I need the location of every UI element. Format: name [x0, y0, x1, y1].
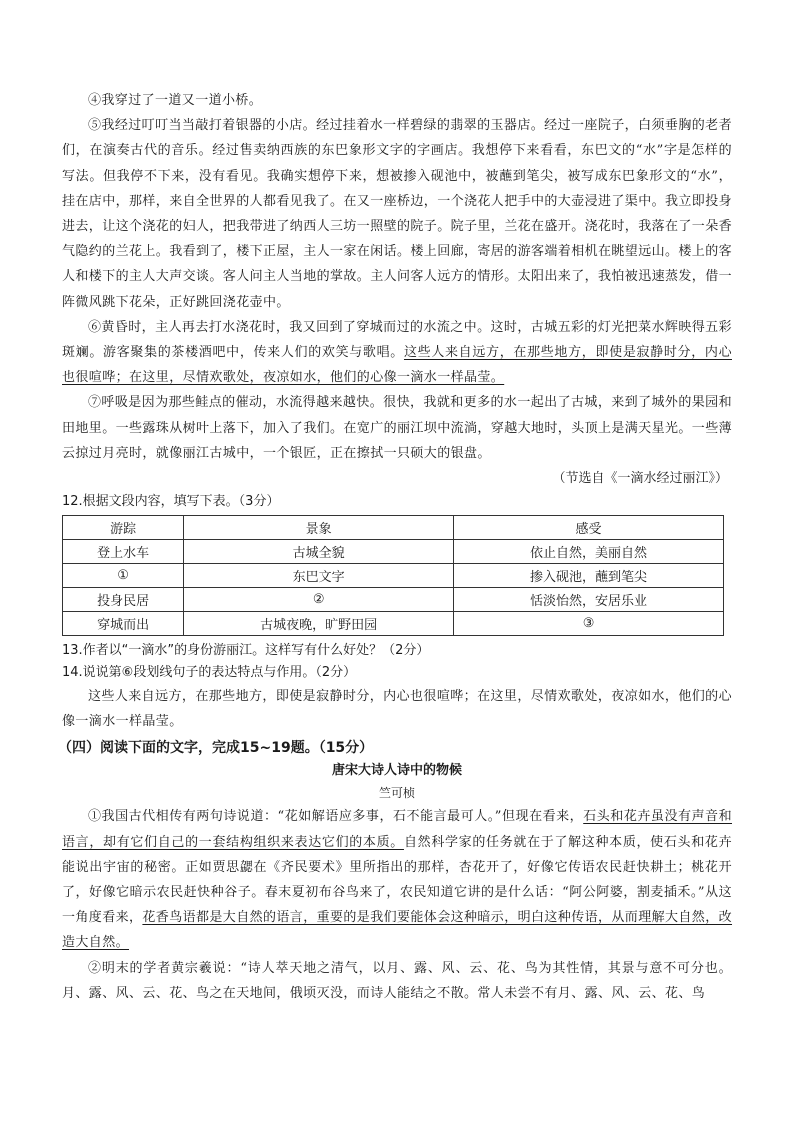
table-cell-blank[interactable]: ①	[63, 564, 184, 588]
table-header: 游踪	[63, 516, 184, 540]
paragraph-7: ⑦呼吸是因为那些鲑点的催动，水流得越来越快。很快，我就和更多的水一起出了古城，来到了城外的果园和田地里。一些露珠从树叶上落下，加入了我们。在宽广的丽江坝中流淌，穿越大地时，头顶上是满天星光。一些薄云掠过月亮时，就像丽江古城中，一个银匠，正在擦拭一只硕大的银盘。	[62, 395, 733, 461]
table-row	[63, 588, 724, 612]
article-paragraph-2: ②明末的学者黄宗羲说：“诗人萃天地之清气，以月、露、风、云、花、鸟为其性情，其景与意不可分也。月、露、风、云、花、鸟之在天地间，俄顷灭没，而诗人能结之不散。常人未尝不有月、露、风、云、花、鸟	[62, 960, 732, 1001]
table-cell: 投身民居	[63, 588, 184, 612]
table-cell-blank[interactable]: ③	[454, 612, 724, 636]
table-cell: 依止自然，美丽自然	[454, 540, 724, 564]
section-4-heading: （四）阅读下面的文字，完成15~19题。（15分）	[58, 740, 374, 757]
question-13: 13.作者以“一滴水”的身份游丽江。这样写有什么好处？（2分）	[62, 643, 430, 659]
table-cell: 东巴文字	[184, 564, 454, 588]
article-author: 竺可桢	[378, 786, 415, 801]
question-14: 14.说说第⑥段划线句子的表达特点与作用。（2分）	[62, 665, 357, 681]
table-header: 景象	[184, 516, 454, 540]
paragraph-4: ④我穿过了一道又一道小桥。	[88, 93, 263, 108]
article-text: ①我国古代相传有两句诗说道：“花如解语应多事，石不能言最可人。”但现在看来，	[88, 809, 584, 825]
table-row	[63, 540, 724, 564]
article-paragraph-1	[62, 804, 732, 955]
underlined-sentence: 花香鸟语都是大自然的语言，重要的是我们要能体会这种暗示，明白这种传语，从而理解大自然，改造大自然。	[62, 910, 733, 951]
table-row	[63, 564, 724, 588]
table-cell: 掺入砚池，蘸到笔尖	[454, 564, 724, 588]
paragraph-5: ⑤我经过叮叮当当敲打着银器的小店。经过挂着水一样碧绿的翡翠的玉器店。经过一座院子，白须垂胸的老者们，在演奏古代的音乐。经过售卖纳西族的东巴象形文字的字画店。我想停下来看看，东巴文的“水”字是怎样的写法。但我停不下来，没有看见。我确实想停下来，想被掺入砚池中，被蘸到笔尖，被写成东巴象形文的“水”，挂在店中，那样，来自全世界的人都看见我了。在又一座桥边，一个浇花人把手中的大壶浸进了渠中。我立即投身进去，让这个浇花的妇人，把我带进了纳西人三坊一照壁的院子。院子里，兰花在盛开。浇花时，我落在了一朵香气隐约的兰花上。我看到了，楼下正屋，主人一家在闲话。楼上回廊，寄居的游客端着相机在眺望远山。楼上的客人和楼下的主人大声交谈。客人问主人当地的掌故。主人问客人远方的情形。太阳出来了，我怕被迅速蒸发，借一阵微风跳下花朵，正好跳回浇花壶中。	[62, 118, 733, 310]
table-header-row	[63, 516, 724, 540]
table-cell-blank[interactable]: ②	[184, 588, 454, 612]
answer-table	[62, 515, 724, 636]
question-12: 12.根据文段内容，填写下表。（3分）	[62, 494, 280, 510]
article-title: 唐宋大诗人诗中的物候	[331, 763, 462, 779]
table-cell: 古城夜晚，旷野田园	[184, 612, 454, 636]
paragraph-6	[62, 315, 732, 391]
article-text: 自然科学家的任务就在于了解这种本质，使石头和花卉能说出宇宙的秘密。正如贾思勰在《齐民要术》里所指出的那样，杏花开了，好像它传语农民赶快耕土；桃花开了，好像它暗示农民赶快种谷子。春末夏初布谷鸟来了，农民知道它讲的是什么话：“阿公阿婆，割麦插禾。”从这一角度看来，	[62, 834, 732, 926]
question-14-quote: 这些人来自远方，在那些地方，即使是寂静时分，内心也很喧哗；在这里，尽情欢歌处，夜凉如水，他们的心像一滴水一样晶莹。	[62, 689, 732, 730]
table-cell: 登上水车	[63, 540, 184, 564]
table-cell: 穿城而出	[63, 612, 184, 636]
table-cell: 恬淡怡然，安居乐业	[454, 588, 724, 612]
underlined-sentence: 这些人来自远方，在那些地方，即使是寂静时分，内心也很喧哗；在这里，尽情欢歌处，夜凉如水，他们的心像一滴水一样晶莹。	[62, 345, 732, 386]
paragraph-6-text: ⑥黄昏时，主人再去打水浇花时，我又回到了穿城而过的水流之中。这时，古城五彩的灯光把菜水辉映得五彩斑斓。游客聚集的茶楼酒吧中，传来人们的欢笑与歌唱。	[62, 319, 732, 361]
passage-source: （节选自《一滴水经过丽江》）	[552, 471, 728, 487]
table-header: 感受	[454, 516, 724, 540]
table-row	[63, 612, 724, 636]
underlined-sentence: 石头和花卉虽没有声音和语言，却有它们自己的一套结构组织来表达它们的本质。	[62, 809, 732, 850]
table-cell: 古城全貌	[184, 540, 454, 564]
